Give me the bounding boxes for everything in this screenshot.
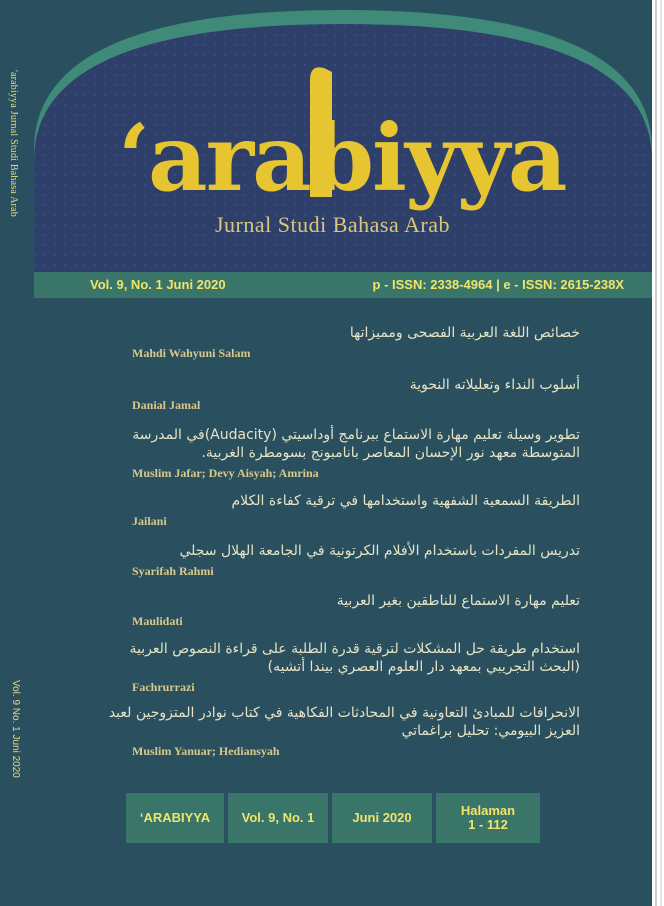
- article-author: Syarifah Rahmi: [132, 564, 214, 578]
- list-item: [100, 426, 580, 481]
- spine-title-top: [8, 70, 28, 270]
- list-item: [100, 492, 580, 529]
- article-author: Fachrurrazi: [132, 680, 195, 694]
- article-title: تدريس المفردات باستخدام الأفلام الكرتونية في الجامعة الهلال سجلي: [179, 543, 580, 559]
- spine-bottom-text: Vol. 9 No. 1 Juni 2020: [10, 680, 21, 778]
- page-edge: [652, 0, 664, 906]
- footer-pages: Halaman 1 - 112: [436, 793, 540, 843]
- footer-volume: Vol. 9, No. 1: [228, 793, 328, 843]
- list-item: [100, 376, 580, 413]
- article-title: أسلوب النداء وتعليلاته النحوية: [409, 377, 580, 393]
- journal-logo: [118, 62, 578, 212]
- article-author: Jailani: [132, 514, 167, 528]
- list-item: [100, 542, 580, 579]
- article-title: الانحرافات للمبادئ التعاونية في المحادثات الفكاهية في كتاب نوادر المتزوجين لعبد العزيز البيومي: تحليل براغماتي: [108, 705, 580, 739]
- article-title: الطريقة السمعية الشفهية واستخدامها في ترقية كفاءة الكلام: [231, 493, 580, 509]
- volume-info: Vol. 9, No. 1 Juni 2020: [90, 277, 226, 292]
- article-author: Maulidati: [132, 614, 183, 628]
- article-title: تعليم مهارة الاستماع للناطقين بغير العربية: [336, 593, 580, 609]
- list-item: [100, 640, 580, 695]
- footer-date: Juni 2020: [332, 793, 432, 843]
- footer-info-bar: [126, 793, 540, 843]
- article-title: خصائص اللغة العربية الفصحى ومميزاتها: [349, 325, 580, 341]
- issn-info: p - ISSN: 2338-4964 | e - ISSN: 2615-238X: [372, 277, 624, 292]
- article-title: تطوير وسيلة تعليم مهارة الاستماع ببرنامج أوداسيتي (Audacity)في المدرسة المتوسطة معهد نور الإحسان المعاصر بانامبونج بسومطرة الغربية.: [132, 427, 580, 461]
- journal-subtitle: Jurnal Studi Bahasa Arab: [215, 212, 451, 237]
- volume-band: [34, 272, 652, 298]
- spine-title-bottom: [10, 680, 28, 820]
- logo-wordmark: ‘arabiyya: [118, 104, 566, 212]
- list-item: [100, 592, 580, 629]
- list-item: [100, 704, 580, 759]
- spine-top-text: 'arabiyya Jurnal Studi Bahasa Arab: [8, 70, 19, 217]
- footer-journal-name: ‘ARABIYYA: [126, 793, 224, 843]
- article-author: Danial Jamal: [132, 398, 201, 412]
- article-author: Mahdi Wahyuni Salam: [132, 346, 251, 360]
- edge-lines: [652, 0, 664, 906]
- list-item: [100, 324, 580, 361]
- article-author: Muslim Jafar; Devy Aisyah; Amrina: [132, 466, 319, 480]
- article-title: استخدام طريقة حل المشكلات لترقية قدرة الطلبة على قراءة النصوص العربية (البحث التجريبي بمعهد دار العلوم العصري بيندا أتشيه): [129, 641, 580, 675]
- article-author: Muslim Yanuar; Hediansyah: [132, 744, 280, 758]
